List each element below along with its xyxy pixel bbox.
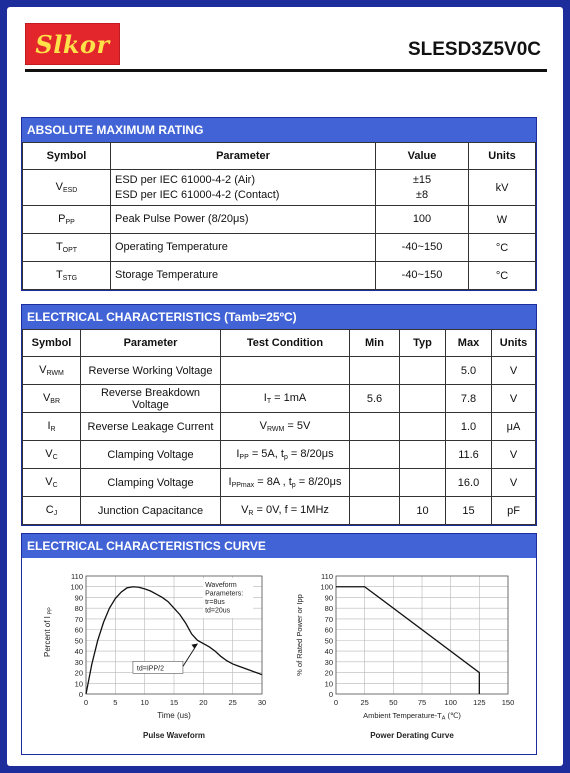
part-number: SLESD3Z5V0C: [407, 39, 541, 60]
symbol-cell: [23, 441, 81, 469]
abs-max-title: ABSOLUTE MAXIMUM RATING: [22, 118, 536, 142]
column-header: Units: [492, 330, 536, 357]
condition-symbol: V: [259, 420, 267, 432]
table-row: [23, 413, 536, 441]
table-row: [23, 234, 536, 262]
x-axis-label-suffix: (℃): [445, 711, 461, 720]
x-axis-label-sub: A: [441, 715, 446, 722]
unit-cell: W: [469, 206, 536, 234]
typ-cell: [400, 441, 446, 469]
symbol-cell: [23, 262, 111, 290]
symbol-cell: [23, 234, 111, 262]
condition-text: = 0V, f = 1MHz: [253, 504, 329, 516]
symbol-cell: [23, 170, 111, 206]
parameter-text: ESD per IEC 61000-4-2 (Contact): [115, 188, 280, 201]
symbol-subscript: STG: [62, 275, 78, 282]
elec-title: ELECTRICAL CHARACTERISTICS (Tamb=25ºC): [22, 305, 536, 329]
symbol-cell: [23, 469, 81, 497]
chart-title: Pulse Waveform: [143, 731, 205, 740]
max-cell: 5.0: [446, 357, 492, 385]
x-tick-label: 50: [389, 698, 398, 707]
y-tick-label: 50: [324, 636, 333, 646]
condition-cell: [221, 357, 350, 385]
condition-symbol: I: [236, 448, 240, 460]
y-tick-label: 80: [74, 604, 83, 614]
condition-subscript: PPmax: [231, 482, 255, 489]
y-tick-label: 90: [324, 593, 333, 603]
typ-cell: [400, 357, 446, 385]
x-axis-label: Time (us): [157, 711, 191, 720]
condition-text: = 8/20μs: [295, 476, 342, 488]
condition-subscript: R: [248, 510, 254, 517]
unit-cell: V: [492, 385, 536, 413]
value-cell: [376, 262, 469, 290]
symbol-subscript: BR: [50, 398, 61, 405]
column-header: Parameter: [111, 143, 376, 170]
abs-max-table: [22, 142, 536, 290]
value-text: 100: [412, 213, 432, 225]
y-axis-label: [43, 607, 54, 657]
condition-text: = 5A, t: [248, 448, 284, 460]
curve-title: ELECTRICAL CHARACTERISTICS CURVE: [22, 534, 536, 558]
value-cell: [376, 206, 469, 234]
y-tick-label: 100: [70, 582, 83, 592]
unit-cell: V: [492, 469, 536, 497]
x-tick-label: 125: [473, 698, 486, 707]
x-tick-label: 75: [417, 698, 427, 707]
symbol-subscript: OPT: [62, 247, 78, 254]
annotation-text: Waveform: [205, 582, 237, 590]
annotation-text: td=20us: [205, 607, 231, 615]
table-row: [23, 469, 536, 497]
parameter-cell: [111, 170, 376, 206]
parameter-cell: Junction Capacitance: [81, 497, 221, 525]
condition-cell: [221, 469, 350, 497]
symbol-subscript: PP: [65, 219, 75, 226]
x-tick-label: 150: [501, 698, 515, 707]
symbol-letter: V: [39, 364, 47, 376]
curve-section: [21, 533, 537, 755]
parameter-cell: Reverse Breakdown Voltage: [81, 385, 221, 413]
symbol-letter: V: [55, 181, 63, 193]
y-tick-label: 60: [74, 625, 83, 635]
chart-title: Power Derating Curve: [370, 731, 454, 740]
annotation-text: tr=8us: [205, 599, 225, 607]
column-header: Max: [446, 330, 492, 357]
elec-header-row: [23, 330, 536, 357]
condition-subscript: T: [266, 398, 272, 405]
parameter-text: Operating Temperature: [115, 241, 228, 253]
max-cell: 16.0: [446, 469, 492, 497]
y-tick-label: 60: [324, 625, 333, 635]
symbol-cell: [23, 357, 81, 385]
y-axis-label-sub: PP: [47, 607, 54, 617]
symbol-letter: V: [45, 476, 53, 488]
parameter-text: Storage Temperature: [115, 269, 219, 281]
column-header: Value: [376, 143, 469, 170]
brand-logo: [25, 23, 120, 65]
y-tick-label: 40: [324, 647, 333, 657]
unit-cell: μA: [492, 413, 536, 441]
symbol-cell: [23, 413, 81, 441]
typ-cell: [400, 413, 446, 441]
condition-text: = 8/20μs: [287, 448, 334, 460]
column-header: Test Condition: [221, 330, 350, 357]
x-tick-label: 10: [140, 698, 149, 707]
symbol-letter: T: [55, 241, 63, 253]
annotation-arrow-head: [191, 644, 197, 649]
min-cell: [350, 441, 400, 469]
unit-cell: V: [492, 441, 536, 469]
parameter-cell: [111, 234, 376, 262]
y-tick-label: 20: [324, 668, 333, 678]
pulse-waveform-chart: [36, 564, 281, 744]
condition-subscript: p: [283, 454, 288, 461]
column-header: Units: [469, 143, 536, 170]
x-tick-label: 5: [113, 698, 118, 707]
min-cell: [350, 497, 400, 525]
x-tick-label: 15: [169, 698, 179, 707]
column-header: Symbol: [23, 143, 111, 170]
condition-subscript: p: [291, 482, 296, 489]
x-tick-label: 20: [199, 698, 208, 707]
symbol-letter: V: [45, 448, 53, 460]
symbol-letter: V: [42, 392, 51, 404]
table-row: [23, 206, 536, 234]
max-cell: 11.6: [446, 441, 492, 469]
condition-symbol: I: [263, 392, 267, 404]
symbol-subscript: R: [50, 426, 56, 433]
power-derating-chart: [284, 564, 524, 744]
y-tick-label: 80: [324, 604, 333, 614]
symbol-subscript: RWM: [46, 370, 64, 377]
symbol-subscript: ESD: [62, 187, 78, 194]
symbol-cell: [23, 385, 81, 413]
symbol-letter: P: [58, 213, 66, 225]
table-row: [23, 441, 536, 469]
typ-cell: [400, 469, 446, 497]
abs-max-header-row: [23, 143, 536, 170]
parameter-cell: [111, 206, 376, 234]
parameter-cell: [111, 262, 376, 290]
unit-cell: kV: [469, 170, 536, 206]
x-tick-label: 0: [333, 698, 339, 707]
condition-subscript: PP: [239, 454, 249, 461]
typ-cell: 10: [400, 497, 446, 525]
condition-cell: [221, 385, 350, 413]
unit-cell: pF: [492, 497, 536, 525]
symbol-letter: I: [47, 420, 51, 432]
table-row: [23, 385, 536, 413]
elec-table: [22, 329, 536, 525]
min-cell: [350, 357, 400, 385]
symbol-cell: [23, 206, 111, 234]
column-header: Symbol: [23, 330, 81, 357]
value-cell: [376, 234, 469, 262]
x-tick-label: 100: [444, 698, 457, 707]
condition-cell: [221, 497, 350, 525]
annotation-text: Parameters:: [205, 590, 244, 598]
symbol-letter: C: [45, 504, 54, 516]
symbol-subscript: C: [52, 482, 58, 489]
elec-section: [21, 304, 537, 526]
x-tick-label: 30: [257, 698, 267, 707]
y-tick-label: 30: [324, 657, 333, 667]
condition-text: = 1mA: [271, 392, 307, 404]
symbol-subscript: C: [52, 454, 58, 461]
x-axis-label-text: Ambient Temperature-T: [363, 711, 442, 720]
condition-symbol: V: [241, 504, 249, 516]
symbol-subscript: J: [53, 510, 58, 517]
symbol-letter: T: [55, 269, 63, 281]
max-cell: 15: [446, 497, 492, 525]
datasheet-page: [7, 7, 563, 766]
y-tick-label: 50: [74, 636, 83, 646]
column-header: Parameter: [81, 330, 221, 357]
y-tick-label: 70: [324, 614, 333, 624]
elec-body: [23, 357, 536, 525]
parameter-cell: Reverse Working Voltage: [81, 357, 221, 385]
arrow-label: td=IPP/2: [136, 665, 164, 673]
table-row: [23, 357, 536, 385]
condition-cell: [221, 413, 350, 441]
y-tick-label: 40: [74, 647, 83, 657]
condition-text: = 8A , t: [254, 476, 292, 488]
typ-cell: [400, 385, 446, 413]
y-tick-label: 20: [74, 668, 83, 678]
y-tick-label: 70: [74, 614, 83, 624]
abs-max-section: [21, 117, 537, 291]
symbol-cell: [23, 497, 81, 525]
condition-cell: [221, 441, 350, 469]
value-text: -40~150: [401, 241, 443, 253]
min-cell: [350, 469, 400, 497]
value-cell: [376, 170, 469, 206]
y-tick-label: 10: [324, 679, 333, 689]
y-tick-label: 110: [71, 572, 83, 581]
x-tick-label: 0: [83, 698, 89, 707]
y-tick-label: 0: [328, 690, 333, 699]
parameter-cell: Reverse Leakage Current: [81, 413, 221, 441]
condition-text: = 5V: [284, 420, 311, 432]
value-text: ±8: [415, 188, 429, 201]
unit-cell: V: [492, 357, 536, 385]
condition-subscript: RWM: [266, 426, 285, 433]
max-cell: 1.0: [446, 413, 492, 441]
value-text: -40~150: [401, 269, 443, 281]
logo-text: Slkor: [35, 29, 110, 59]
condition-symbol: I: [228, 476, 232, 488]
header-rule: [25, 69, 547, 72]
y-axis-label-text: Percent of I: [43, 616, 52, 657]
column-header: Min: [350, 330, 400, 357]
y-tick-label: 100: [320, 582, 333, 592]
parameter-cell: Clamping Voltage: [81, 469, 221, 497]
table-row: [23, 170, 536, 206]
parameter-text: ESD per IEC 61000-4-2 (Air): [115, 173, 255, 186]
x-axis-label: [363, 711, 461, 722]
x-tick-label: 25: [228, 698, 237, 707]
min-cell: 5.6: [350, 385, 400, 413]
y-axis-label: % of Rated Power or Ipp: [295, 594, 304, 676]
unit-cell: °C: [469, 262, 536, 290]
y-tick-label: 110: [321, 572, 333, 581]
y-tick-label: 30: [74, 657, 83, 667]
parameter-text: Peak Pulse Power (8/20μs): [115, 213, 249, 225]
value-text: ±15: [412, 173, 432, 186]
y-tick-label: 10: [74, 679, 83, 689]
y-tick-label: 90: [74, 593, 83, 603]
min-cell: [350, 413, 400, 441]
x-tick-label: 25: [360, 698, 369, 707]
abs-max-body: [23, 170, 536, 290]
max-cell: 7.8: [446, 385, 492, 413]
y-tick-label: 0: [78, 690, 83, 699]
parameter-cell: Clamping Voltage: [81, 441, 221, 469]
table-row: [23, 497, 536, 525]
unit-cell: °C: [469, 234, 536, 262]
table-row: [23, 262, 536, 290]
column-header: Typ: [400, 330, 446, 357]
